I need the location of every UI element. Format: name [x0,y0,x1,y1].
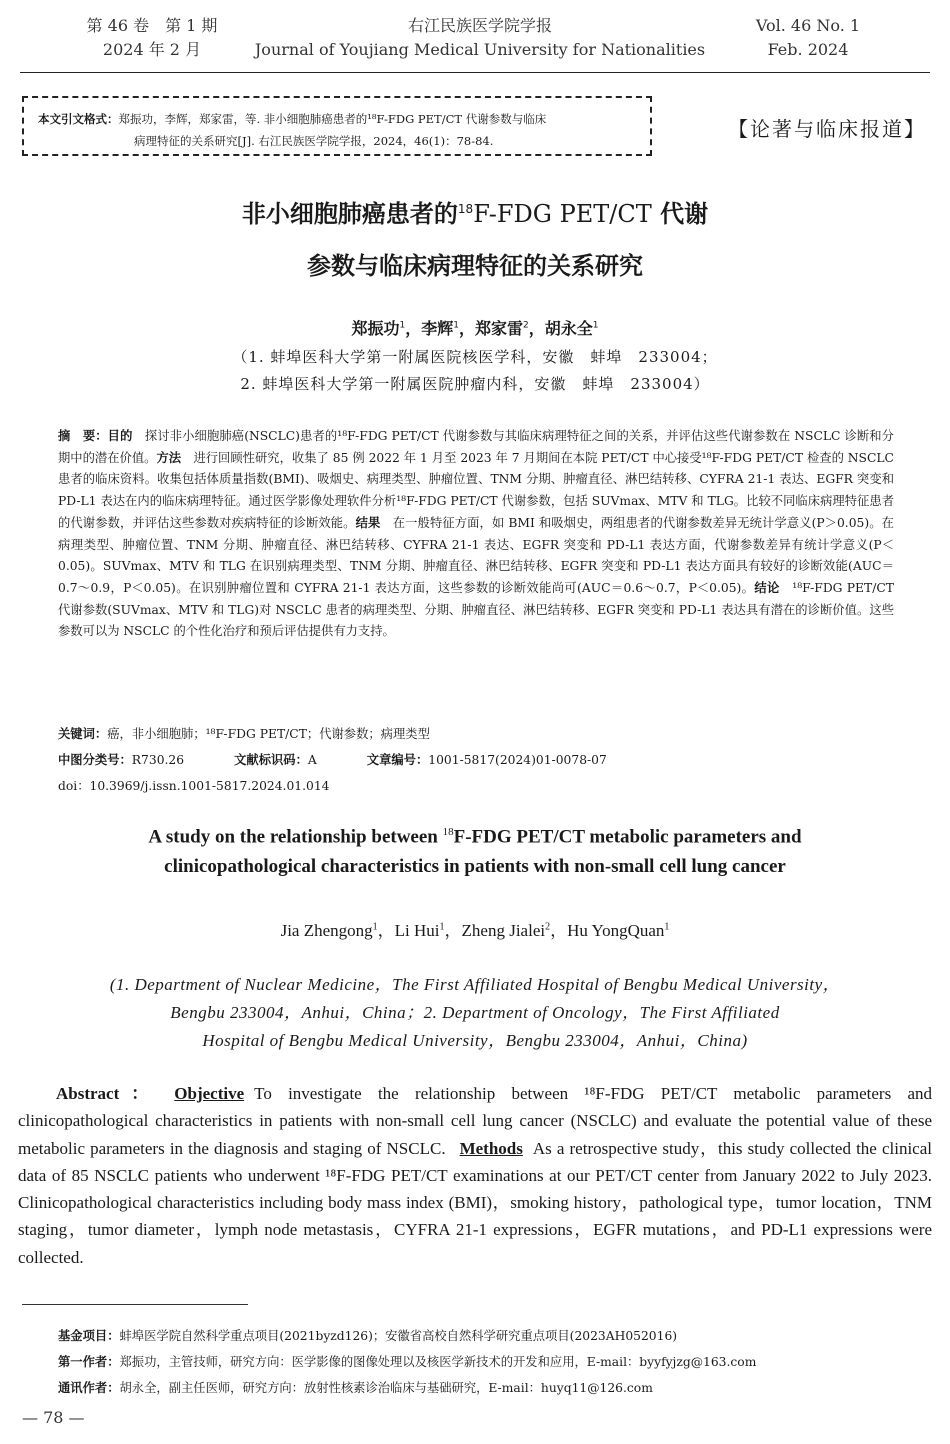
citation-line-2: 病理特征的关系研究[J]. 右江民族医学院学报，2024，46(1)：78-84. [134,134,494,148]
title-en-line-2: clinicopathological characteristics in patients with non-small cell lung cancer [164,856,786,877]
abstract-en: Abstract： Objective To investigate the relationship between ¹⁸F-FDG PET/CT metabolic parameters and clinicopathological characteristics in patients with non-small cell lung cancer (NSCLC) and evaluate the potential value of these metabolic parameters in the diagnosis and staging of NSCLC. Methods As a retrospective study，this study collected the clinical data of 85 NSCLC patients who underwent ¹⁸F-FDG PET/CT examinations at our PET/CT center from January 2022 to July 2023. Clinicopathological characteristics including body mass index (BMI)，smoking history，pathological type，tumor location，TNM staging，tumor diameter，lymph node metastasis，CYFRA 21-1 expressions，EGFR mutations，and PD-L1 expressions were collected. [18,1084,932,1267]
header-journal: 右江民族医学院学报 Journal of Youjiang Medical University for Nationalities [254,16,706,59]
classification-line: 中图分类号：R730.26 文献标识码：A 文章编号：1001-5817(2024)01-0078-07 [58,753,607,767]
page-number: — 78 — [22,1408,85,1427]
affiliation-en-2: Bengbu 233004，Anhui，China；2. Department of Oncology，The First Affiliated [170,1003,780,1022]
affiliation-en-1: (1. Department of Nuclear Medicine，The First Affiliated Hospital of Bengbu Medical University， [109,975,841,994]
affiliation-cn-2: 2. 蚌埠医科大学第一附属医院肿瘤内科，安徽 蚌埠 233004） [240,375,710,393]
keywords-cn: 关键词：癌，非小细胞肺；¹⁸F-FDG PET/CT；代谢参数；病理类型 [58,727,430,741]
citation-line-1: 本文引文格式：郑振功，李辉，郑家雷，等. 非小细胞肺癌患者的¹⁸F-FDG PET/CT 代谢参数与临床 [38,112,547,126]
header-rule [20,72,930,73]
header-volume-cn: 第 46 卷 第 1 期 2024 年 2 月 [86,16,218,59]
footnote-first-author: 第一作者：郑振功，主管技师，研究方向：医学影像的图像处理以及核医学新技术的开发和应用，E-mail：byyfyjzg@163.com [58,1355,757,1369]
abstract-cn: 摘 要：目的 探讨非小细胞肺癌(NSCLC)患者的¹⁸F-FDG PET/CT 代谢参数与其临床病理特征之间的关系，并评估这些代谢参数在 NSCLC 诊断和分期中的潜在价值。方法 进行回顾性研究，收集了 85 例 2022 年 1 月至 2023 年 7 月期间在本院 PET/CT 中心接受¹⁸F-FDG PET/CT 检查的 NSCLC 患者的临床资料。收集包括体质量指数(BMI)、吸烟史、病理类型、肿瘤位置、TNM 分期、肿瘤直径、淋巴结转移、CYFRA 21-1 表达、EGFR 突变和 PD-L1 表达在内的临床病理特征。通过医学影像处理软件分析¹⁸F-FDG PET/CT 代谢参数，包括 SUVmax、MTV 和 TLG。比较不同临床病理特征患者的代谢参数，并评估这些参数对疾病特征的诊断效能。结果 在一般特征方面，如 BMI 和吸烟史，两组患者的代谢参数差异无统计学意义(P＞0.05)。在病理类型、肿瘤位置、TNM 分期、肿瘤直径、淋巴结转移、CYFRA 21-1 表达、EGFR 突变和 PD-L1 表达方面，代谢参数差异有统计学意义(P＜0.05)。SUVmax、MTV 和 TLG 在识别病理类型、TNM 分期、肿瘤直径、淋巴结转移、EGFR 突变和 PD-L1 表达方面具有较好的诊断效能(AUC＝0.7～0.9，P＜0.05)。在识别肿瘤位置和 CYFRA 21-1 表达方面，这些参数的诊断效能尚可(AUC＝0.6～0.7，P＜0.05)。结论 ¹⁸F-FDG PET/CT 代谢参数(SUVmax、MTV 和 TLG)对 NSCLC 患者的病理类型、分期、肿瘤直径、淋巴结转移、EGFR 突变和 PD-L1 表达具有潜在的诊断价值。这些参数可以为 NSCLC 的个性化治疗和预后评估提供有力支持。 [58,429,894,639]
column-tag: 【论著与临床报道】 [728,117,926,141]
title-en-line-1: A study on the relationship between $^{18}$F-FDG PET/CT metabolic parameters and [148,826,802,848]
authors-en: Jia Zhengong$^1$，Li Hui$^1$，Zheng Jialei$^2$，Hu YongQuan$^1$ [280,921,670,940]
header-volume-en: Vol. 46 No. 1 Feb. 2024 [755,16,861,59]
title-cn-line-2: 参数与临床病理特征的关系研究 [307,252,643,280]
footnote-fund: 基金项目：蚌埠医学院自然科学重点项目(2021byzd126)；安徽省高校自然科学研究重点项目(2023AH052016) [58,1329,678,1343]
title-cn-line-1: 非小细胞肺癌患者的$^{18}$F-FDG PET/CT 代谢 [241,200,709,228]
footnote-rule [22,1304,248,1305]
affiliation-en-3: Hospital of Bengbu Medical University，Bengbu 233004，Anhui，China) [202,1031,748,1050]
affiliation-cn-1: （1. 蚌埠医科大学第一附属医院核医学科，安徽 蚌埠 233004； [232,348,718,366]
footnote-corresponding-author: 通讯作者：胡永全，副主任医师，研究方向：放射性核素诊治临床与基础研究，E-mail：huyq11@126.com [58,1381,653,1395]
citation-box [22,96,652,156]
authors-cn: 郑振功$^1$，李辉$^1$，郑家雷$^2$，胡永全$^1$ [351,319,599,338]
doi: doi：10.3969/j.issn.1001-5817.2024.01.014 [58,779,330,793]
